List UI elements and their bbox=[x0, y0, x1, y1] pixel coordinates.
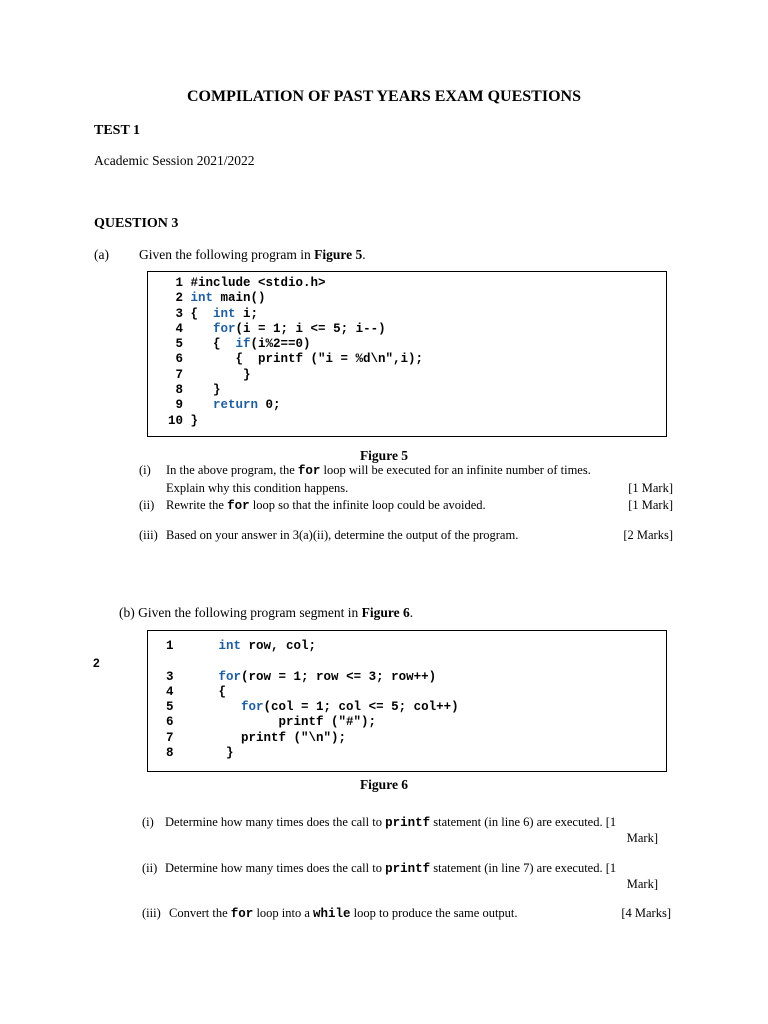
a-item-iii-marks: [2 Marks] bbox=[623, 528, 673, 542]
fig5-line bbox=[168, 398, 423, 413]
fig5-line-number: 10 bbox=[168, 413, 184, 428]
a-item-ii-kw: for bbox=[227, 499, 250, 513]
fig5-line-number: 4 bbox=[168, 321, 184, 336]
fig5-keyword: for bbox=[213, 321, 236, 336]
b-item-i-kw: printf bbox=[385, 816, 431, 830]
fig5-line-number: 7 bbox=[168, 367, 184, 382]
b-item-iii-marks: [4 Marks] bbox=[621, 906, 671, 920]
fig5-line-number: 8 bbox=[168, 383, 184, 398]
part-b-intro-end: . bbox=[409, 605, 414, 620]
fig6-code-text bbox=[174, 700, 242, 714]
fig5-code-text: { bbox=[183, 337, 236, 352]
b-item-i-line2: Mark] bbox=[626, 831, 658, 845]
side-page-number: 2 bbox=[93, 656, 100, 670]
fig5-line-number: 2 bbox=[168, 291, 184, 306]
a-item-ii-post: loop so that the infinite loop could be avoided. bbox=[249, 498, 486, 512]
question-heading: QUESTION 3 bbox=[94, 216, 179, 231]
fig6-line-number: 1 bbox=[166, 639, 174, 653]
fig5-keyword: if bbox=[235, 337, 251, 352]
b-item-ii-num: (ii) bbox=[142, 861, 158, 875]
b-item-i-num: (i) bbox=[142, 815, 154, 829]
figure-5-caption: Figure 5 bbox=[359, 448, 409, 463]
a-item-ii-pre: Rewrite the bbox=[166, 498, 228, 512]
fig5-line-number: 9 bbox=[168, 398, 184, 413]
b-item-ii-post: statement (in line 7) are executed. [1 bbox=[430, 861, 617, 875]
fig6-code-text: printf ("\n"); bbox=[173, 730, 347, 745]
fig6-code-text: } bbox=[173, 746, 234, 761]
part-a-intro bbox=[139, 247, 366, 263]
fig6-code-text: printf ("#"); bbox=[173, 715, 377, 730]
fig5-keyword: int bbox=[213, 306, 236, 321]
fig5-code-text bbox=[183, 322, 213, 336]
a-item-iii-text: Based on your answer in 3(a)(ii), determine the output of the program. bbox=[166, 528, 519, 542]
code-listing-figure-6 bbox=[166, 639, 459, 761]
code-listing-figure-5 bbox=[168, 276, 423, 429]
b-item-i-pre: Determine how many times does the call to bbox=[165, 815, 386, 829]
a-item-i-num: (i) bbox=[139, 463, 151, 477]
b-item-iii-pre: Convert the bbox=[169, 906, 231, 920]
fig6-line-number: 4 bbox=[166, 684, 174, 699]
fig5-line bbox=[168, 352, 423, 367]
fig5-line bbox=[168, 322, 423, 337]
b-item-iii-kw: for bbox=[230, 907, 254, 921]
part-a-intro-figure: Figure 5 bbox=[314, 247, 363, 262]
a-item-i-kw: for bbox=[297, 464, 321, 478]
fig6-line-number: 5 bbox=[166, 700, 174, 715]
a-item-i-text bbox=[166, 463, 591, 478]
fig5-keyword: int bbox=[190, 291, 214, 306]
fig5-line-number: 1 bbox=[168, 276, 184, 290]
fig5-code-text bbox=[183, 291, 191, 305]
fig6-line bbox=[166, 700, 459, 715]
fig5-line-number: 6 bbox=[168, 352, 184, 367]
fig5-code-text: } bbox=[183, 413, 199, 428]
document-title: COMPILATION OF PAST YEARS EXAM QUESTIONS bbox=[187, 88, 581, 105]
fig5-code-text: { bbox=[183, 306, 214, 321]
fig5-code-text: i; bbox=[235, 306, 259, 321]
fig5-keyword: return bbox=[213, 398, 259, 413]
a-item-i-post: loop will be executed for an infinite number of times. bbox=[320, 463, 591, 477]
fig6-code-text bbox=[174, 639, 219, 653]
fig5-code-text: } bbox=[183, 383, 221, 398]
fig5-line bbox=[168, 368, 423, 383]
a-item-iii-num: (iii) bbox=[139, 528, 158, 542]
fig6-line bbox=[166, 654, 459, 669]
part-b-intro bbox=[119, 605, 413, 621]
code-box-figure-5 bbox=[147, 271, 667, 437]
part-a-intro-text: Given the following program in bbox=[139, 247, 315, 262]
fig6-code-text: { bbox=[173, 684, 227, 699]
fig6-line bbox=[166, 731, 459, 746]
part-a-label: (a) bbox=[94, 247, 109, 262]
b-item-iii-text bbox=[169, 906, 518, 921]
a-item-ii-text bbox=[166, 498, 486, 513]
fig6-line bbox=[166, 670, 459, 685]
fig6-line bbox=[166, 715, 459, 730]
fig5-code-text: #include <stdio.h> bbox=[183, 276, 326, 290]
fig5-line bbox=[168, 383, 423, 398]
b-item-i-post: statement (in line 6) are executed. [1 bbox=[430, 815, 617, 829]
b-item-i-text bbox=[165, 815, 660, 830]
academic-session: Academic Session 2021/2022 bbox=[94, 153, 255, 168]
fig5-line bbox=[168, 307, 423, 322]
fig5-code-text bbox=[183, 398, 213, 412]
part-b-intro-figure: Figure 6 bbox=[361, 605, 410, 620]
a-item-ii-marks: [1 Mark] bbox=[628, 498, 673, 512]
fig6-code-text: (col = 1; col <= 5; col++) bbox=[263, 700, 459, 715]
fig5-code-text: { printf ("i = %d\n",i); bbox=[183, 352, 424, 367]
test-heading: TEST 1 bbox=[94, 123, 141, 138]
fig5-code-text: 0; bbox=[258, 398, 281, 413]
fig6-line-number: 6 bbox=[166, 715, 174, 730]
fig5-code-text: (i = 1; i <= 5; i--) bbox=[235, 321, 386, 336]
b-item-ii-pre: Determine how many times does the call to bbox=[165, 861, 386, 875]
part-b-intro-text: (b) Given the following program segment in bbox=[119, 605, 362, 620]
fig6-line bbox=[166, 639, 459, 654]
fig6-line-number: 7 bbox=[166, 730, 174, 745]
fig6-line bbox=[166, 685, 459, 700]
b-item-ii-kw: printf bbox=[385, 862, 431, 876]
fig6-line bbox=[166, 746, 459, 761]
fig5-line bbox=[168, 276, 423, 291]
a-item-i-marks: [1 Mark] bbox=[628, 481, 673, 495]
b-item-iii-mid: loop into a bbox=[253, 906, 314, 920]
fig6-code-text: row, col; bbox=[241, 639, 317, 653]
a-item-i-line2: Explain why this condition happens. bbox=[166, 481, 349, 495]
b-item-iii-post: loop to produce the same output. bbox=[350, 906, 518, 920]
fig5-line bbox=[168, 337, 423, 352]
b-item-ii-text bbox=[165, 861, 660, 876]
b-item-ii-line2: Mark] bbox=[626, 877, 658, 891]
fig5-line-number: 5 bbox=[168, 337, 184, 352]
a-item-ii-num: (ii) bbox=[139, 498, 155, 512]
fig5-code-text: main() bbox=[213, 291, 266, 306]
a-item-i-pre: In the above program, the bbox=[166, 463, 298, 477]
b-item-iii-num: (iii) bbox=[142, 906, 161, 920]
fig6-keyword: for bbox=[218, 669, 242, 684]
fig6-code-text: (row = 1; row <= 3; row++) bbox=[241, 669, 437, 684]
fig5-code-text: (i%2==0) bbox=[250, 337, 311, 352]
b-item-iii-kw2: while bbox=[313, 907, 351, 921]
fig5-code-text: } bbox=[183, 367, 251, 382]
fig6-line-number: 3 bbox=[166, 669, 174, 684]
figure-6-caption: Figure 6 bbox=[359, 777, 409, 792]
fig5-line bbox=[168, 414, 423, 429]
fig5-line-number: 3 bbox=[168, 306, 184, 321]
fig6-keyword: for bbox=[241, 700, 264, 715]
fig6-line-number: 8 bbox=[166, 746, 174, 761]
fig6-keyword: int bbox=[218, 639, 242, 653]
fig6-code-text bbox=[174, 670, 219, 684]
code-box-figure-6 bbox=[147, 630, 667, 772]
fig5-line bbox=[168, 291, 423, 306]
part-a-intro-end: . bbox=[362, 247, 366, 262]
